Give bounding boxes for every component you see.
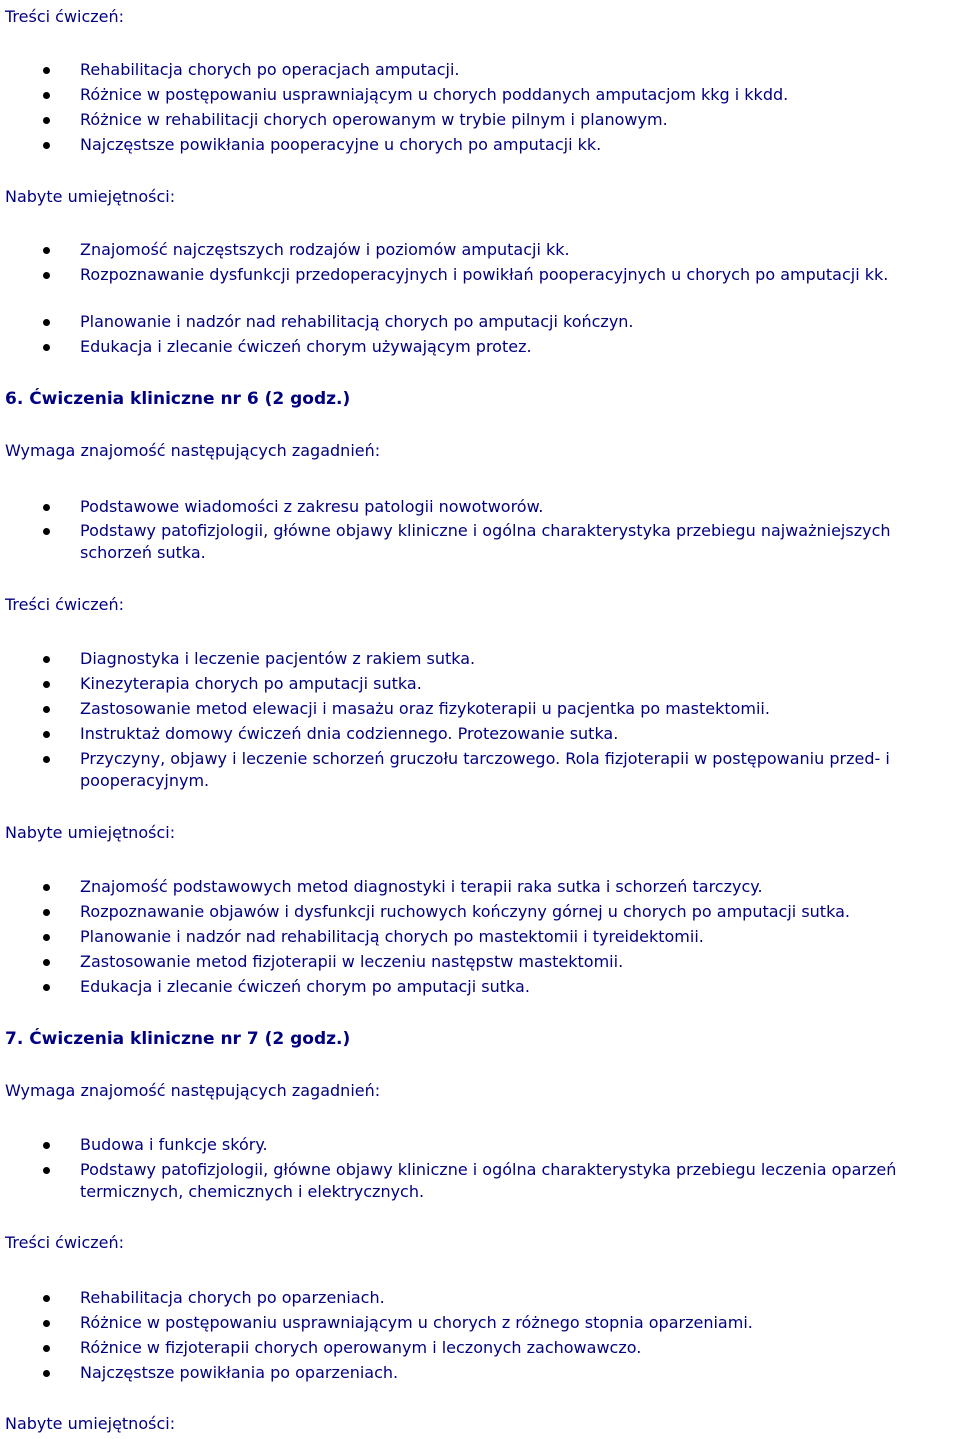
heading-tresci-cwiczen: Treści ćwiczeń:	[5, 595, 125, 614]
list-item: Planowanie i nadzór nad rehabilitacją chorych po amputacji kończyn.	[80, 311, 954, 333]
list-item: Zastosowanie metod elewacji i masażu oraz fizykoterapii u pacjentka po mastektomii.	[80, 698, 954, 720]
heading-wymaga-znajomosc: Wymaga znajomość następujących zagadnień:	[5, 1081, 381, 1100]
list-item: Rehabilitacja chorych po oparzeniach.	[80, 1287, 954, 1309]
list-item: Edukacja i zlecanie ćwiczeń chorym używającym protez.	[80, 336, 954, 358]
list-item: Zastosowanie metod fizjoterapii w leczeniu następstw mastektomii.	[80, 951, 954, 973]
list-item: Najczęstsze powikłania pooperacyjne u chorych po amputacji kk.	[80, 134, 954, 156]
list-item: Rehabilitacja chorych po operacjach amputacji.	[80, 59, 954, 81]
list-item: Różnice w rehabilitacji chorych operowanym w trybie pilnym i planowym.	[80, 109, 954, 131]
section-title-6: 6. Ćwiczenia kliniczne nr 6 (2 godz.)	[5, 389, 351, 409]
list-item: Różnice w fizjoterapii chorych operowanym i leczonych zachowawczo.	[80, 1337, 954, 1359]
list-item: Diagnostyka i leczenie pacjentów z rakiem sutka.	[80, 648, 954, 670]
heading-tresci-cwiczen: Treści ćwiczeń:	[5, 1233, 125, 1252]
list-item: Podstawy patofizjologii, główne objawy kliniczne i ogólna charakterystyka przebiegu leczenia oparzeń termicznych, chemicznych i elektrycznych.	[80, 1159, 954, 1203]
heading-wymaga-znajomosc: Wymaga znajomość następujących zagadnień:	[5, 441, 381, 460]
list-item: Podstawowe wiadomości z zakresu patologii nowotworów.	[80, 496, 954, 518]
heading-nabyte-umiejetnosci: Nabyte umiejętności:	[5, 1414, 176, 1433]
heading-nabyte-umiejetnosci: Nabyte umiejętności:	[5, 823, 176, 842]
heading-tresci-cwiczen: Treści ćwiczeń:	[5, 7, 125, 26]
section-title-7: 7. Ćwiczenia kliniczne nr 7 (2 godz.)	[5, 1029, 351, 1049]
list-item: Różnice w postępowaniu usprawniającym u chorych z różnego stopnia oparzeniami.	[80, 1312, 954, 1334]
list-item: Znajomość podstawowych metod diagnostyki i terapii raka sutka i schorzeń tarczycy.	[80, 876, 954, 898]
list-item: Planowanie i nadzór nad rehabilitacją chorych po mastektomii i tyreidektomii.	[80, 926, 954, 948]
list-item: Edukacja i zlecanie ćwiczeń chorym po amputacji sutka.	[80, 976, 954, 998]
list-item: Kinezyterapia chorych po amputacji sutka.	[80, 673, 954, 695]
list-item: Podstawy patofizjologii, główne objawy kliniczne i ogólna charakterystyka przebiegu najważniejszych schorzeń sutka.	[80, 520, 954, 564]
heading-nabyte-umiejetnosci: Nabyte umiejętności:	[5, 187, 176, 206]
list-item: Znajomość najczęstszych rodzajów i poziomów amputacji kk.	[80, 239, 954, 261]
list-item: Budowa i funkcje skóry.	[80, 1134, 954, 1156]
list-item: Najczęstsze powikłania po oparzeniach.	[80, 1362, 954, 1384]
list-item: Rozpoznawanie dysfunkcji przedoperacyjnych i powikłań pooperacyjnych u chorych po amputacji kk.	[80, 264, 954, 286]
list-item: Rozpoznawanie objawów i dysfunkcji ruchowych kończyny górnej u chorych po amputacji sutka.	[80, 901, 954, 923]
list-item: Różnice w postępowaniu usprawniającym u chorych poddanych amputacjom kkg i kkdd.	[80, 84, 954, 106]
list-item: Instruktaż domowy ćwiczeń dnia codziennego. Protezowanie sutka.	[80, 723, 954, 745]
list-item: Przyczyny, objawy i leczenie schorzeń gruczołu tarczowego. Rola fizjoterapii w postępowaniu przed- i pooperacyjnym.	[80, 748, 954, 792]
